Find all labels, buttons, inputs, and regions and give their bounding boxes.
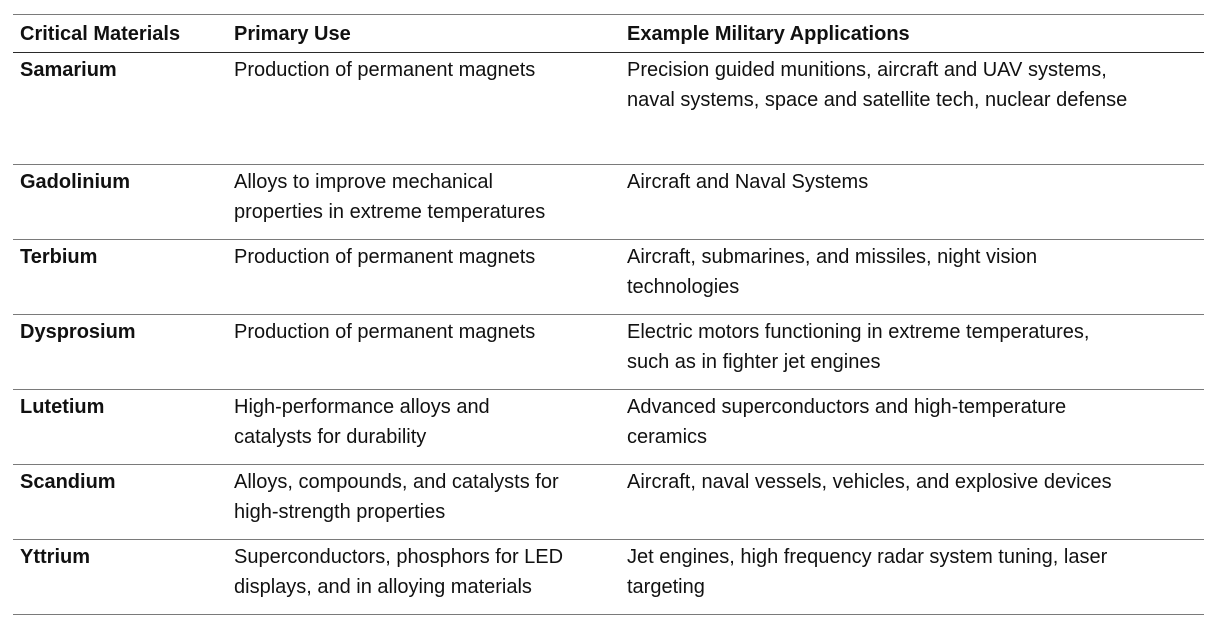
material-name: Samarium [20,59,117,81]
primary-use: Superconductors, phosphors for LED displays, and in alloying materials [234,546,564,598]
military-applications: Precision guided munitions, aircraft and UAV systems, naval systems, space and satellite tech, nuclear defense [627,59,1128,111]
table-row [13,465,1204,540]
table-row [13,165,1204,240]
military-applications: Aircraft and Naval Systems [627,171,869,193]
primary-use: High-performance alloys and catalysts for durability [234,396,490,448]
materials-table [13,14,1204,615]
primary-use: Alloys, compounds, and catalysts for high-strength properties [234,471,559,523]
table-header-row [13,15,1204,53]
material-name: Gadolinium [20,171,130,193]
table-row [13,240,1204,315]
military-applications: Jet engines, high frequency radar system tuning, laser targeting [627,546,1108,598]
material-name: Lutetium [20,396,105,418]
primary-use: Production of permanent magnets [234,246,536,268]
military-applications: Electric motors functioning in extreme temperatures, such as in fighter jet engines [627,321,1090,373]
table-row [13,540,1204,615]
header-critical-materials: Critical Materials [20,23,181,45]
military-applications: Aircraft, naval vessels, vehicles, and explosive devices [627,471,1112,493]
header-military-applications: Example Military Applications [627,23,910,45]
military-applications: Advanced superconductors and high-temperature ceramics [627,396,1067,448]
material-name: Terbium [20,246,98,268]
military-applications: Aircraft, submarines, and missiles, night vision technologies [627,246,1038,298]
material-name: Dysprosium [20,321,136,343]
material-name: Yttrium [20,546,90,568]
primary-use: Production of permanent magnets [234,321,536,343]
table-row [13,53,1204,165]
header-primary-use: Primary Use [234,23,351,45]
material-name: Scandium [20,471,116,493]
table-row [13,390,1204,465]
primary-use: Production of permanent magnets [234,59,536,81]
primary-use: Alloys to improve mechanical properties in extreme temperatures [234,171,546,223]
table-row [13,315,1204,390]
